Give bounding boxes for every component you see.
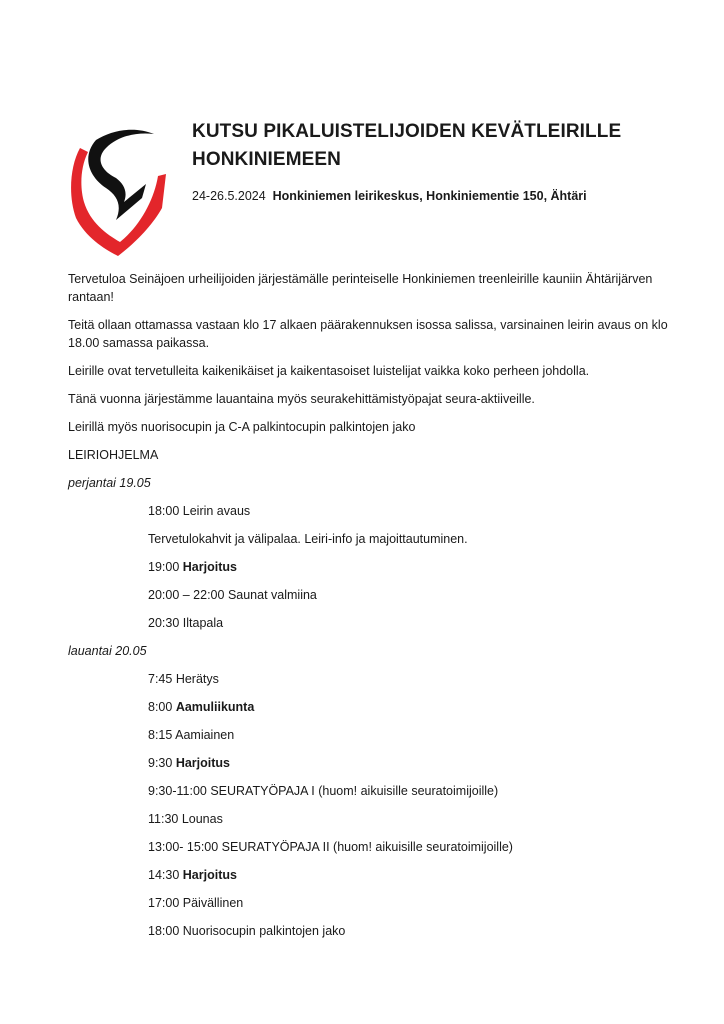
schedule-text: Iltapala: [182, 616, 224, 630]
schedule-item: [148, 810, 668, 828]
club-logo: [66, 126, 176, 256]
schedule-text: Herätys: [175, 672, 219, 686]
schedule-item: [148, 586, 668, 604]
schedule-item: [148, 782, 668, 800]
schedule-text: Tervetulokahvit ja välipalaa. Leiri-info ja majoittautuminen.: [148, 532, 468, 546]
event-location: Honkiniemen leirikeskus, Honkiniementie 150, Ähtäri: [272, 189, 587, 203]
schedule-text: SEURATYÖPAJA II (huom! aikuisille seuratoimijoille): [221, 840, 513, 854]
schedule-time: 13:00- 15:00: [148, 840, 222, 854]
schedule-time: 19:00: [148, 560, 183, 574]
schedule-item: [148, 754, 668, 772]
schedule-item: [148, 894, 668, 912]
day-heading: lauantai 20.05: [68, 644, 147, 658]
schedule-item: [148, 922, 668, 940]
schedule-time: 20:00 – 22:00: [148, 588, 228, 602]
intro-paragraph: Tänä vuonna järjestämme lauantaina myös seurakehittämistyöpajat seura-aktiiveille.: [68, 392, 535, 406]
schedule-item: [148, 726, 668, 744]
schedule-item: [148, 698, 668, 716]
schedule-item: [148, 866, 668, 884]
schedule-time: 8:00: [148, 700, 176, 714]
intro-paragraph: Teitä ollaan ottamassa vastaan klo 17 alkaen päärakennuksen isossa salissa, varsinainen leirin avaus on klo 18.00 samassa paikassa.: [68, 318, 668, 350]
schedule-time: 20:30: [148, 616, 183, 630]
schedule-time: 17:00: [148, 896, 183, 910]
program-heading: LEIRIOHJELMA: [68, 448, 159, 462]
schedule-text: Harjoitus: [175, 756, 230, 770]
schedule-time: 14:30: [148, 868, 183, 882]
document-body: [68, 270, 668, 950]
schedule-time: 9:30-11:00: [148, 784, 211, 798]
schedule-item: [148, 558, 668, 576]
schedule-item: [148, 530, 668, 548]
intro-paragraph: Tervetuloa Seinäjoen urheilijoiden järjestämälle perinteiselle Honkiniemen treenleirille kauniin Ähtärijärven rantaan!: [68, 272, 653, 304]
schedule-text: Nuorisocupin palkintojen jako: [182, 924, 346, 938]
event-date: 24-26.5.2024: [192, 189, 266, 203]
schedule-item: [148, 614, 668, 632]
event-date-location: [192, 189, 587, 203]
schedule-text: Lounas: [181, 812, 223, 826]
program-schedule: [68, 474, 668, 940]
day-heading: perjantai 19.05: [68, 476, 151, 490]
schedule-text: Harjoitus: [182, 868, 237, 882]
page-title: KUTSU PIKALUISTELIJOIDEN KEVÄTLEIRILLE HONKINIEMEEN: [192, 121, 622, 170]
schedule-text: Harjoitus: [182, 560, 237, 574]
schedule-text: Aamiainen: [175, 728, 235, 742]
schedule-time: 9:30: [148, 756, 176, 770]
schedule-item: [148, 670, 668, 688]
schedule-time: 7:45: [148, 672, 176, 686]
club-logo-icon: [66, 126, 176, 256]
schedule-text: Leirin avaus: [182, 504, 251, 518]
intro-paragraph: Leirille ovat tervetulleita kaikenikäiset ja kaikentasoiset luistelijat vaikka koko perheen johdolla.: [68, 364, 590, 378]
schedule-time: 11:30: [148, 812, 182, 826]
schedule-time: 8:15: [148, 728, 176, 742]
schedule-text: SEURATYÖPAJA I (huom! aikuisille seuratoimijoille): [210, 784, 499, 798]
schedule-time: 18:00: [148, 504, 183, 518]
schedule-text: Aamuliikunta: [175, 700, 255, 714]
schedule-time: 18:00: [148, 924, 183, 938]
schedule-item: [148, 838, 668, 856]
schedule-item: [148, 502, 668, 520]
schedule-text: Saunat valmiina: [227, 588, 317, 602]
schedule-text: Päivällinen: [182, 896, 244, 910]
intro-paragraph: Leirillä myös nuorisocupin ja C-A palkintocupin palkintojen jako: [68, 420, 416, 434]
